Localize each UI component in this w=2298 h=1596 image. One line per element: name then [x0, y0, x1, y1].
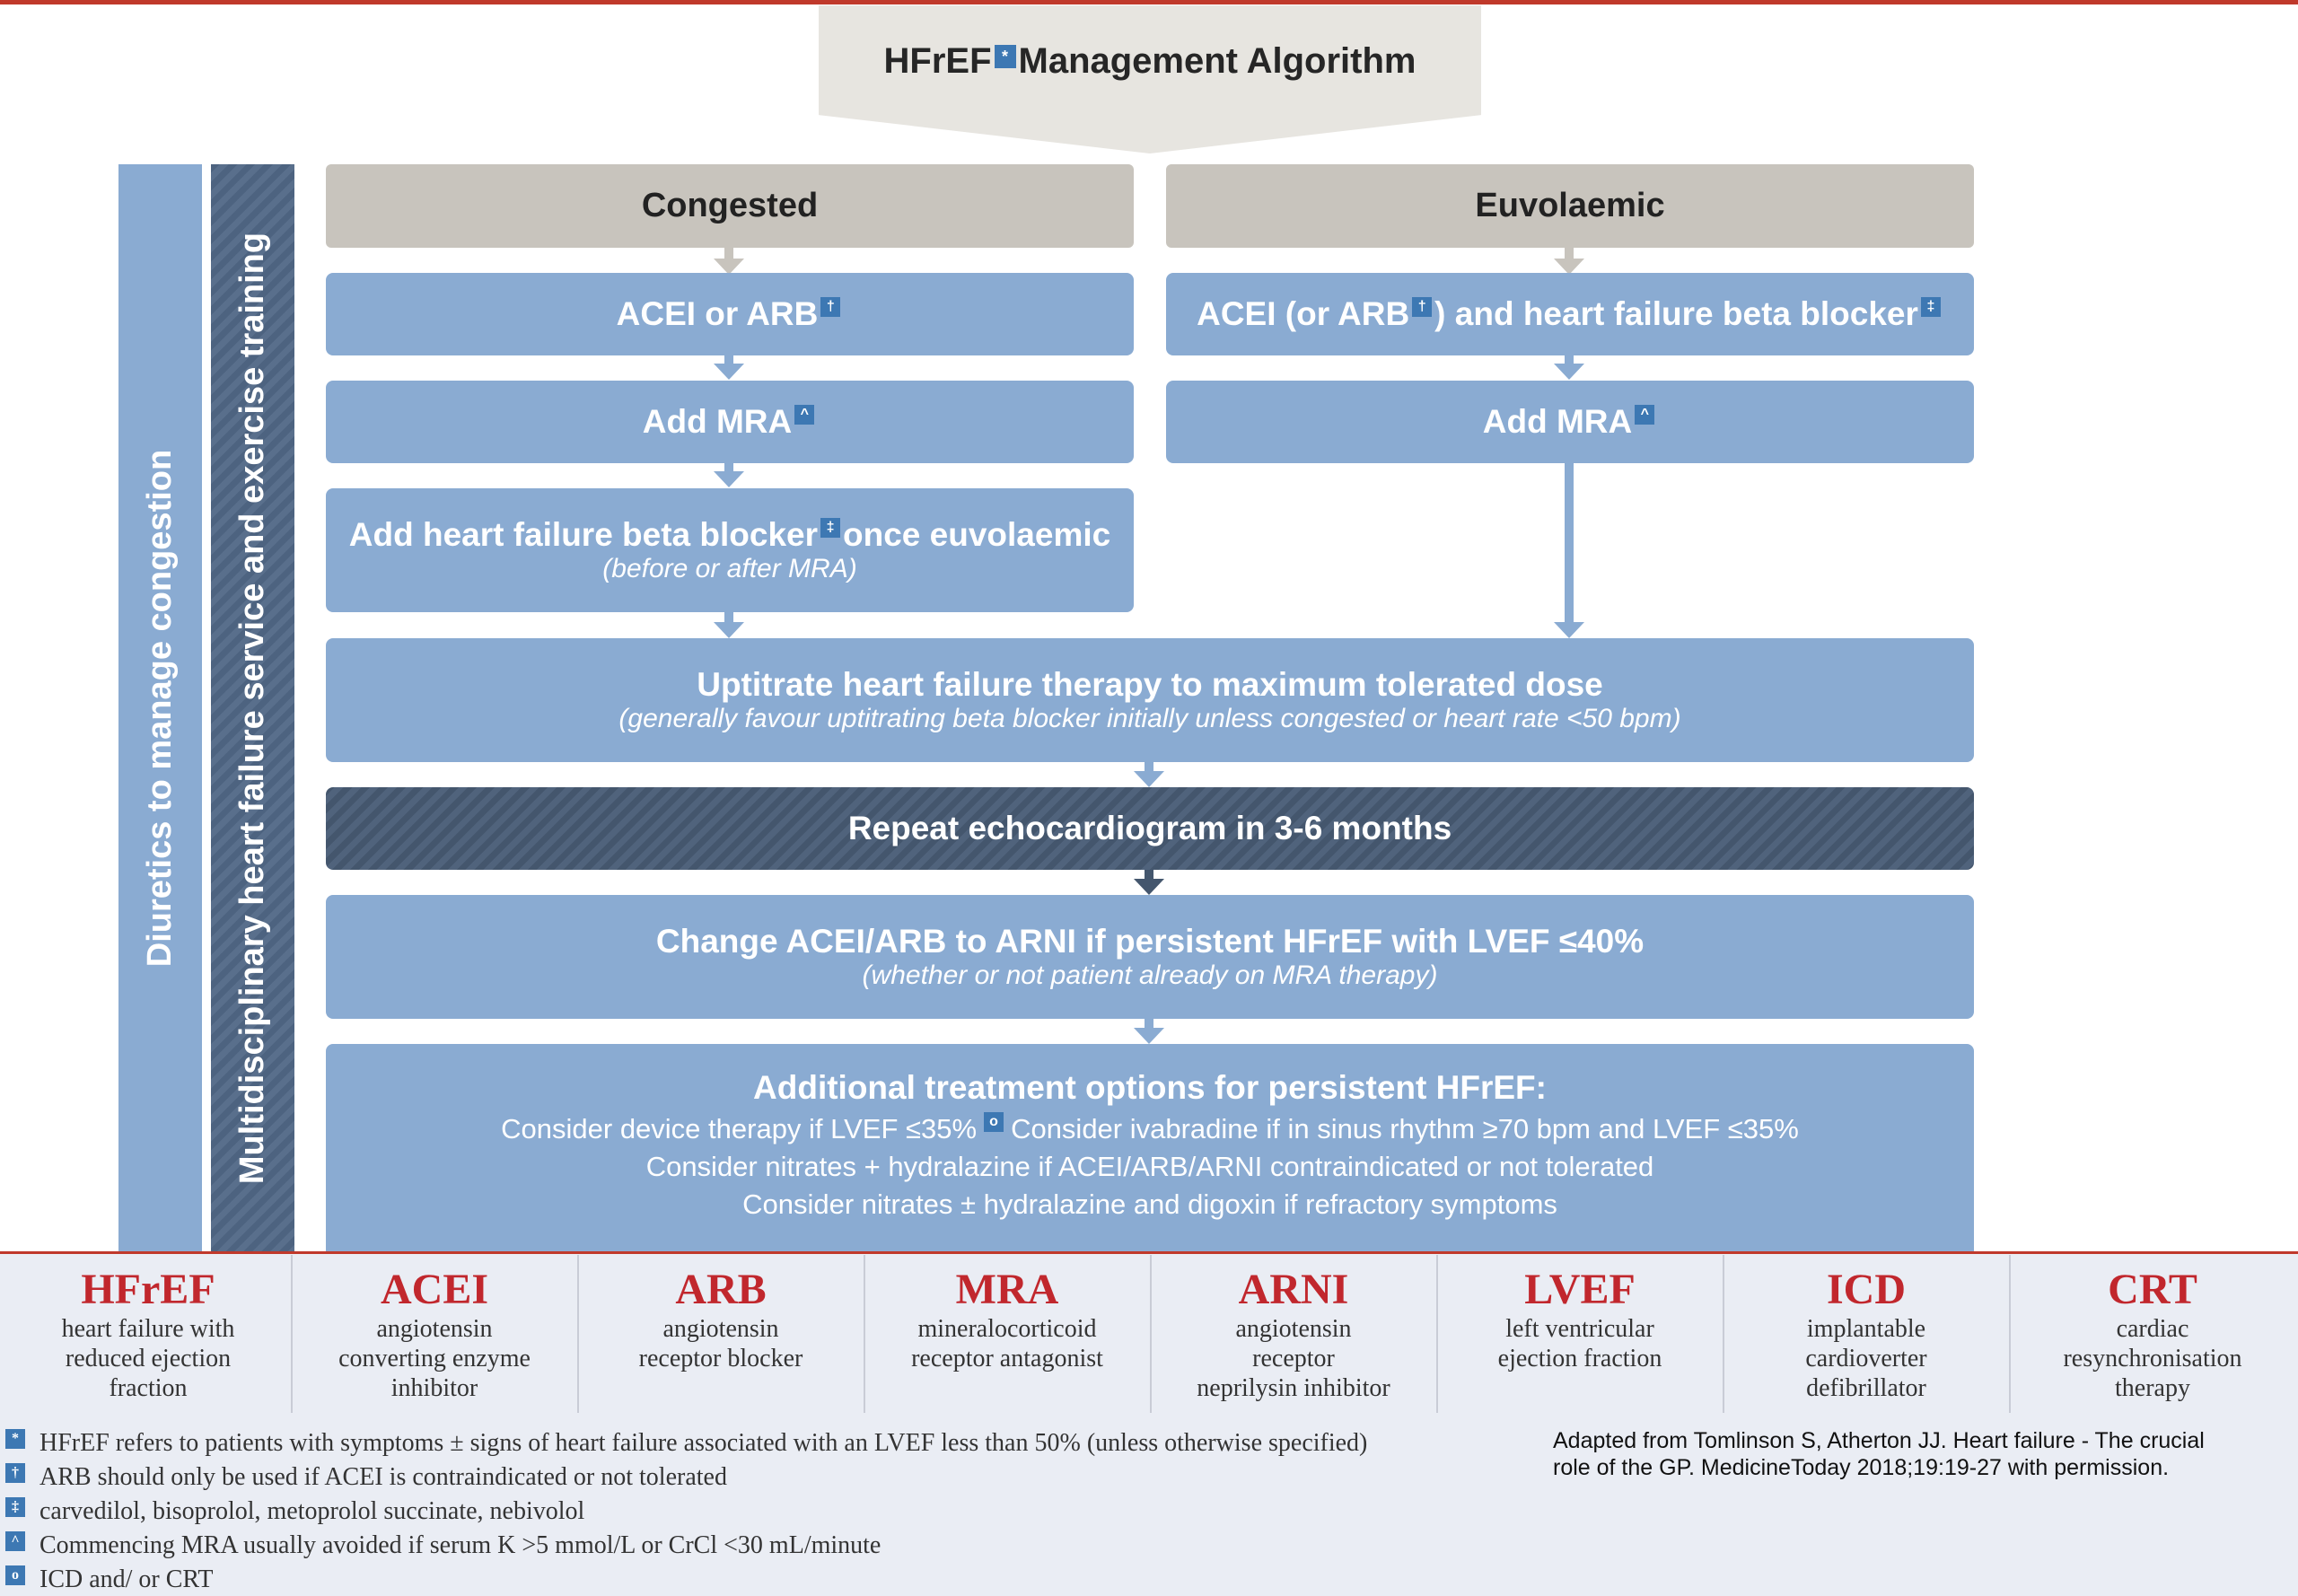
abbr-crt: CRT cardiac resynchronisation therapy: [2063, 1266, 2242, 1402]
abbr-arb: ARB angiotensin receptor blocker: [638, 1266, 803, 1372]
congested-step-beta-blocker: Add heart failure beta blocker ‡ once euvolaemic (before or after MRA): [326, 488, 1134, 612]
abbr-lvef: LVEF left ventricular ejection fraction: [1497, 1266, 1662, 1372]
footnote-asterisk: * HFrEF refers to patients with symptoms ± signs of heart failure associated with an LVEF less than 50% (unless otherwise specified): [5, 1429, 1367, 1458]
multidisciplinary-label: Multidisciplinary heart failure service and exercise training: [233, 232, 271, 1185]
arrow-down-icon: [1134, 879, 1164, 895]
arrow-down-icon: [714, 622, 744, 638]
connector: [1565, 463, 1574, 625]
congested-step-acei-arb: ACEI or ARB †: [326, 273, 1134, 355]
footnote-double-dagger: ‡ carvedilol, bisoprolol, metoprolol succinate, nebivolol: [5, 1497, 584, 1526]
abbr-icd: ICD implantable cardioverter defibrillator: [1805, 1266, 1927, 1402]
additional-heading: Additional treatment options for persistent HFrEF:: [753, 1069, 1547, 1106]
abbr-mra: MRA mineralocorticoid receptor antagonist: [911, 1266, 1103, 1372]
uptitrate-main: Uptitrate heart failure therapy to maximum tolerated dose: [697, 666, 1603, 703]
arrow-down-icon: [1134, 1028, 1164, 1044]
uptitrate-note: (generally favour uptitrating beta blocker initially unless congested or heart rate <50 bpm): [618, 704, 1681, 733]
circle-footnote-icon: o: [5, 1565, 25, 1585]
caret-footnote-icon: ^: [5, 1531, 25, 1551]
dagger-footnote-icon: †: [1412, 297, 1432, 317]
additional-line-3: Consider nitrates ± hydralazine and digoxin if refractory symptoms: [742, 1188, 1557, 1220]
arrow-down-icon: [714, 364, 744, 380]
euvolaemic-step-acei-beta-blocker: ACEI (or ARB † ) and heart failure beta blocker ‡: [1166, 273, 1974, 355]
asterisk-footnote-icon: *: [995, 45, 1016, 68]
abbr-hfref: HFrEF heart failure with reduced ejection fraction: [61, 1266, 235, 1402]
arrow-down-icon: [1554, 622, 1584, 638]
abbr-arni: ARNI angiotensin receptor neprilysin inhibitor: [1197, 1266, 1390, 1402]
arrow-down-icon: [1554, 364, 1584, 380]
change-arni-note: (whether or not patient already on MRA therapy): [862, 960, 1438, 990]
double-dagger-footnote-icon: ‡: [820, 518, 840, 538]
change-arni-main: Change ACEI/ARB to ARNI if persistent HFrEF with LVEF ≤40%: [655, 923, 1645, 960]
double-dagger-footnote-icon: ‡: [5, 1497, 25, 1517]
diuretics-label: Diuretics to manage congestion: [141, 449, 179, 968]
euvolaemic-step-add-mra: Add MRA ^: [1166, 381, 1974, 463]
caret-footnote-icon: ^: [794, 405, 814, 425]
multidisciplinary-bar: [211, 164, 294, 1252]
change-arni-step: [326, 895, 1974, 1019]
asterisk-footnote-icon: *: [5, 1429, 25, 1449]
source-credit: Adapted from Tomlinson S, Atherton JJ. Heart failure - The crucial role of the GP. MedicineToday 2018;19:19-27 with permission.: [1553, 1428, 2205, 1480]
arrow-down-icon: [714, 471, 744, 487]
arrow-down-icon: [1134, 771, 1164, 787]
additional-line-2: Consider nitrates + hydralazine if ACEI/ARB/ARNI contraindicated or not tolerated: [645, 1151, 1654, 1182]
diuretics-bar: [118, 164, 202, 1252]
caret-footnote-icon: ^: [1635, 405, 1654, 425]
double-dagger-footnote-icon: ‡: [1921, 297, 1941, 317]
beta-blocker-note: (before or after MRA): [602, 554, 857, 583]
title-rest: Management Algorithm: [1018, 41, 1417, 81]
footnote-circle: o ICD and/ or CRT: [5, 1565, 214, 1594]
footnote-dagger: † ARB should only be used if ACEI is contraindicated or not tolerated: [5, 1463, 727, 1492]
congested-step-add-mra: Add MRA ^: [326, 381, 1134, 463]
euvolaemic-header: Euvolaemic: [1166, 164, 1974, 248]
uptitrate-step: [326, 638, 1974, 762]
page-title: [819, 41, 1481, 82]
title-text: HFrEF: [883, 41, 992, 81]
abbr-acei: ACEI angiotensin converting enzyme inhibitor: [338, 1266, 531, 1402]
dagger-footnote-icon: †: [5, 1463, 25, 1483]
top-rule: [0, 0, 2298, 4]
footnote-caret: ^ Commencing MRA usually avoided if serum K >5 mmol/L or CrCl <30 mL/minute: [5, 1531, 881, 1560]
additional-options-step: [326, 1044, 1974, 1252]
circle-footnote-icon: o: [984, 1112, 1004, 1132]
congested-header: Congested: [326, 164, 1134, 248]
dagger-footnote-icon: †: [820, 297, 840, 317]
additional-line-1: Consider device therapy if LVEF ≤35% o Consider ivabradine if in sinus rhythm ≥70 bpm and LVEF ≤35%: [501, 1113, 1799, 1144]
repeat-echo-step: Repeat echocardiogram in 3-6 months: [326, 787, 1974, 870]
